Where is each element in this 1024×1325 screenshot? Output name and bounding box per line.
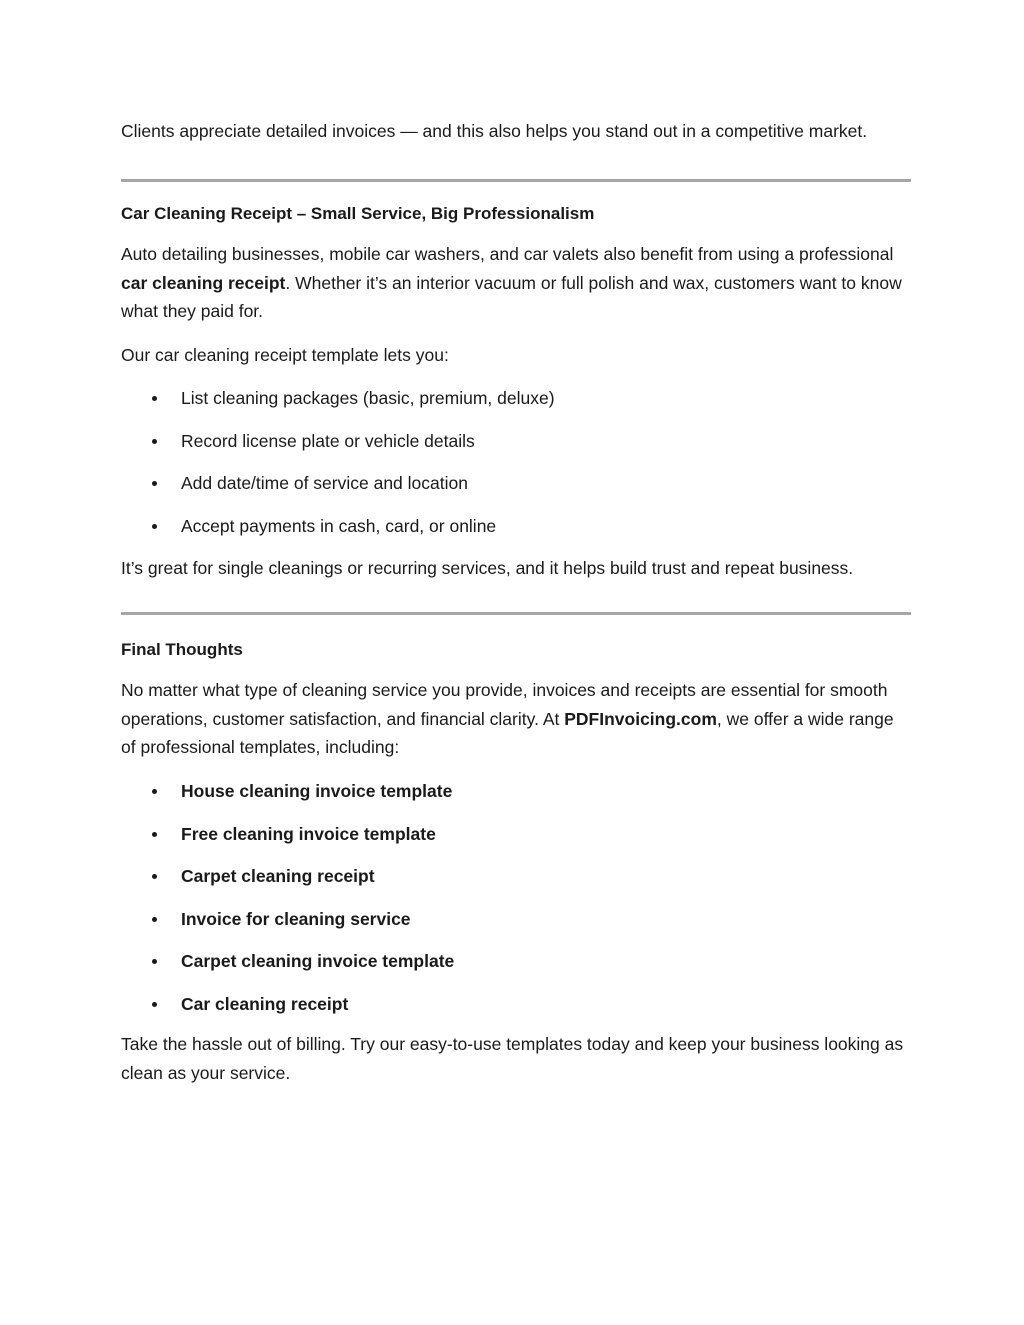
final-section-heading: Final Thoughts	[121, 640, 243, 659]
bullet-icon	[152, 874, 157, 879]
list-item: Carpet cleaning receipt	[121, 862, 911, 890]
bullet-icon	[152, 439, 157, 444]
list-item: Add date/time of service and location	[121, 469, 911, 497]
list-item: Car cleaning receipt	[121, 990, 911, 1018]
final-para-text-2: , we offer a wide range of professional templates, including:	[121, 708, 894, 757]
bullet-icon	[152, 481, 157, 486]
final-section-paragraph	[121, 676, 911, 762]
bullet-icon	[152, 396, 157, 401]
list-item: Free cleaning invoice template	[121, 820, 911, 848]
car-lead-in: Our car cleaning receipt template lets you:	[121, 345, 449, 365]
bullet-icon	[152, 789, 157, 794]
car-section-paragraph	[121, 240, 911, 326]
final-closing-paragraph: Take the hassle out of billing. Try our easy-to-use templates today and keep your business looking as clean as your service.	[121, 1034, 904, 1083]
list-item: Invoice for cleaning service	[121, 905, 911, 933]
bullet-icon	[152, 917, 157, 922]
car-para-bold: car cleaning receipt	[121, 272, 286, 293]
list-item: House cleaning invoice template	[121, 777, 911, 805]
car-para-text-1: Auto detailing businesses, mobile car washers, and car valets also benefit from using a professional	[121, 244, 894, 264]
car-closing-paragraph: It’s great for single cleanings or recurring services, and it helps build trust and repeat business.	[121, 558, 854, 578]
template-list	[121, 777, 911, 1032]
list-item: Accept payments in cash, card, or online	[121, 512, 911, 540]
bullet-icon	[152, 524, 157, 529]
section-divider-2	[121, 612, 911, 615]
bullet-icon	[152, 1002, 157, 1007]
car-para-text-2: . Whether it’s an interior vacuum or full polish and wax, customers want to know what they paid for.	[121, 272, 902, 321]
bullet-icon	[152, 832, 157, 837]
section-divider-1	[121, 179, 911, 182]
car-section-heading: Car Cleaning Receipt – Small Service, Big Professionalism	[121, 204, 595, 223]
final-para-text-1: No matter what type of cleaning service you provide, invoices and receipts are essential for smooth operations, customer satisfaction, and financial clarity. At	[121, 680, 888, 729]
final-para-bold: PDFInvoicing.com	[564, 708, 717, 729]
list-item: Carpet cleaning invoice template	[121, 947, 911, 975]
list-item: List cleaning packages (basic, premium, deluxe)	[121, 384, 911, 412]
bullet-icon	[152, 959, 157, 964]
intro-paragraph: Clients appreciate detailed invoices — and this also helps you stand out in a competitive market.	[121, 121, 868, 141]
list-item: Record license plate or vehicle details	[121, 427, 911, 455]
car-feature-list	[121, 384, 911, 554]
